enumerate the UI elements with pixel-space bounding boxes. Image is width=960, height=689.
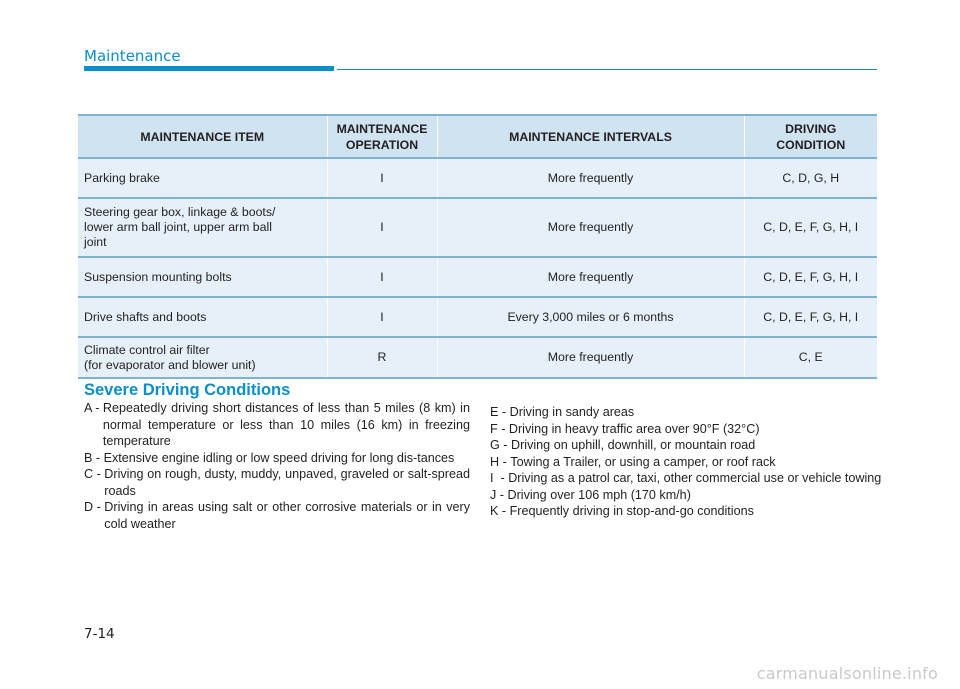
table-row bbox=[78, 198, 877, 257]
cell-interval: More frequently bbox=[437, 198, 744, 257]
condition-code: C - bbox=[84, 467, 105, 481]
cell-operation: I bbox=[327, 257, 437, 297]
condition-text: Repeatedly driving short distances of less than 5 miles (8 km) in normal temperature or less than 10 miles (16 km) in freezing temperature bbox=[102, 401, 470, 448]
maintenance-table bbox=[78, 114, 877, 379]
cell-item: Suspension mounting bolts bbox=[78, 257, 327, 297]
watermark: carmanualsonline.info bbox=[756, 664, 938, 683]
condition-item bbox=[490, 503, 882, 520]
condition-item bbox=[490, 437, 882, 454]
table-row bbox=[78, 257, 877, 297]
condition-text: Driving as a patrol car, taxi, other commercial use or vehicle towing bbox=[508, 471, 882, 485]
cell-interval: More frequently bbox=[437, 337, 744, 378]
cell-item: Steering gear box, linkage & boots/ lower arm ball joint, upper arm ball joint bbox=[78, 198, 327, 257]
condition-item bbox=[84, 466, 470, 499]
cell-condition: C, D, E, F, G, H, I bbox=[744, 198, 877, 257]
condition-item bbox=[490, 404, 882, 421]
condition-text: Driving on rough, dusty, muddy, unpaved, graveled or salt-spread roads bbox=[104, 467, 470, 498]
page-number: 7-14 bbox=[84, 626, 115, 642]
cell-interval: Every 3,000 miles or 6 months bbox=[437, 297, 744, 337]
condition-code: E - bbox=[490, 405, 510, 419]
condition-text: Driving on uphill, downhill, or mountain road bbox=[511, 438, 756, 452]
conditions-list-left bbox=[84, 400, 470, 532]
condition-item bbox=[84, 499, 470, 532]
header-rule-thick bbox=[84, 66, 334, 71]
condition-item bbox=[490, 454, 882, 471]
severe-conditions-heading: Severe Driving Conditions bbox=[84, 381, 291, 399]
header-intervals: MAINTENANCE INTERVALS bbox=[437, 115, 744, 158]
condition-code: K - bbox=[490, 504, 510, 518]
cell-interval: More frequently bbox=[437, 158, 744, 198]
condition-item bbox=[490, 470, 882, 487]
condition-text: Driving in sandy areas bbox=[509, 405, 635, 419]
conditions-list-right bbox=[490, 404, 882, 520]
condition-code: J - bbox=[490, 487, 508, 502]
condition-code: B - bbox=[84, 450, 104, 465]
condition-code: I - bbox=[490, 471, 509, 485]
condition-text: Driving in areas using salt or other corrosive materials or in very cold weather bbox=[104, 500, 470, 531]
condition-item bbox=[84, 400, 470, 450]
cell-item: Climate control air filter (for evaporator and blower unit) bbox=[78, 337, 327, 378]
table-row bbox=[78, 158, 877, 198]
condition-text: Driving in heavy traffic area over 90°F (32°C) bbox=[508, 421, 760, 436]
table-header-row bbox=[78, 115, 877, 158]
condition-code: D - bbox=[84, 500, 105, 514]
cell-operation: R bbox=[327, 337, 437, 378]
header-condition: DRIVING CONDITION bbox=[744, 115, 877, 158]
header-item: MAINTENANCE ITEM bbox=[78, 115, 327, 158]
condition-item bbox=[84, 450, 470, 467]
condition-code: F - bbox=[490, 421, 509, 436]
cell-operation: I bbox=[327, 158, 437, 198]
cell-operation: I bbox=[327, 198, 437, 257]
cell-condition: C, D, E, F, G, H, I bbox=[744, 297, 877, 337]
cell-item: Drive shafts and boots bbox=[78, 297, 327, 337]
condition-item bbox=[490, 421, 882, 438]
cell-interval: More frequently bbox=[437, 257, 744, 297]
condition-code: A - bbox=[84, 401, 103, 415]
condition-item bbox=[490, 487, 882, 504]
condition-text: Towing a Trailer, or using a camper, or roof rack bbox=[510, 454, 776, 469]
condition-code: H - bbox=[490, 454, 511, 469]
cell-condition: C, D, G, H bbox=[744, 158, 877, 198]
cell-condition: C, E bbox=[744, 337, 877, 378]
cell-condition: C, D, E, F, G, H, I bbox=[744, 257, 877, 297]
condition-text: Frequently driving in stop-and-go conditions bbox=[509, 504, 754, 518]
cell-operation: I bbox=[327, 297, 437, 337]
header-rule-thin bbox=[337, 69, 877, 70]
table-row bbox=[78, 297, 877, 337]
cell-item: Parking brake bbox=[78, 158, 327, 198]
section-title: Maintenance bbox=[84, 47, 181, 65]
table-row bbox=[78, 337, 877, 378]
header-operation: MAINTENANCE OPERATION bbox=[327, 115, 437, 158]
condition-code: G - bbox=[490, 438, 511, 452]
condition-text: Extensive engine idling or low speed driving for long dis-tances bbox=[103, 450, 455, 465]
condition-text: Driving over 106 mph (170 km/h) bbox=[507, 487, 691, 502]
